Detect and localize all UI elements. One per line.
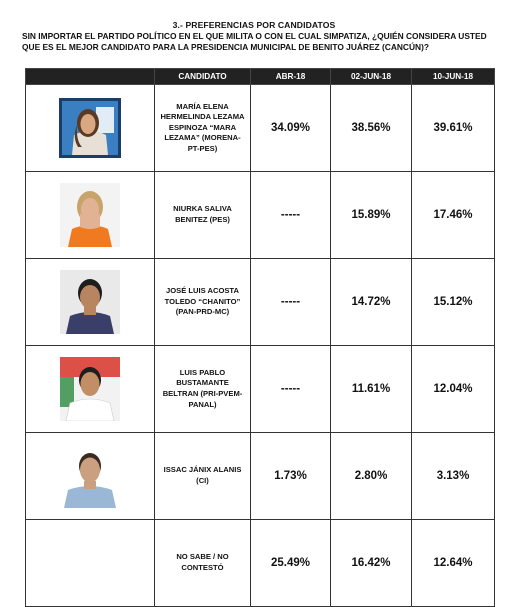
header-abr-18: ABR-18 (251, 69, 331, 85)
value-02-jun-18: 11.61% (331, 346, 412, 433)
photo-cell (26, 346, 155, 433)
header-photo (26, 69, 155, 85)
candidates-table (25, 68, 495, 607)
value-02-jun-18: 2.80% (331, 433, 412, 520)
value-02-jun-18: 14.72% (331, 259, 412, 346)
section-heading: 3.- PREFERENCIAS POR CANDIDATOS (172, 20, 336, 30)
photo-cell (26, 85, 155, 172)
value-10-jun-18: 12.04% (412, 346, 495, 433)
value-02-jun-18: 38.56% (331, 85, 412, 172)
candidate-name: NO SABE / NO CONTESTÓ (155, 520, 251, 607)
candidate-name: LUIS PABLO BUSTAMANTE BELTRAN (PRI-PVEM-PANAL) (155, 346, 251, 433)
man-portrait-photo (60, 270, 120, 334)
photo-cell (26, 433, 155, 520)
value-abr-18: 1.73% (251, 433, 331, 520)
value-10-jun-18: 15.12% (412, 259, 495, 346)
header-candidate: CANDIDATO (155, 69, 251, 85)
header-02-jun-18: 02-JUN-18 (331, 69, 412, 85)
value-abr-18: 34.09% (251, 85, 331, 172)
value-abr-18: ----- (251, 346, 331, 433)
question-line-1: SIN IMPORTAR EL PARTIDO POLÍTICO EN EL QUE MILITA O CON EL CUAL SIMPATIZA, ¿QUIÉN CONSIDERA USTED (22, 31, 487, 41)
woman-portrait-photo (59, 98, 121, 158)
candidate-name: JOSÉ LUIS ACOSTA TOLEDO “CHANITO” (PAN-PRD-MC) (155, 259, 251, 346)
woman-portrait-photo (60, 183, 120, 247)
candidate-name: NIURKA SALIVA BENITEZ (PES) (155, 172, 251, 259)
header-10-jun-18: 10-JUN-18 (412, 69, 495, 85)
candidate-name: ISSAC JÁNIX ALANIS (CI) (155, 433, 251, 520)
candidate-name: MARÍA ELENA HERMELINDA LEZAMA ESPINOZA “MARA LEZAMA” (MORENA-PT-PES) (155, 85, 251, 172)
value-10-jun-18: 17.46% (412, 172, 495, 259)
value-abr-18: 25.49% (251, 520, 331, 607)
value-10-jun-18: 12.64% (412, 520, 495, 607)
table-header-row (26, 69, 495, 85)
value-02-jun-18: 15.89% (331, 172, 412, 259)
man-portrait-photo (60, 357, 120, 421)
value-02-jun-18: 16.42% (331, 520, 412, 607)
photo-cell (26, 172, 155, 259)
question-line-2: QUE ES EL MEJOR CANDIDATO PARA LA PRESIDENCIA MUNICIPAL DE BENITO JUÁREZ (CANCÚN)? (22, 42, 429, 53)
table-row (26, 433, 495, 520)
table-row (26, 259, 495, 346)
table-row (26, 85, 495, 172)
table-row (26, 346, 495, 433)
value-abr-18: ----- (251, 259, 331, 346)
survey-question (22, 31, 502, 54)
table-row (26, 172, 495, 259)
value-10-jun-18: 39.61% (412, 85, 495, 172)
table-row (26, 520, 495, 607)
photo-cell-empty (26, 520, 155, 607)
value-10-jun-18: 3.13% (412, 433, 495, 520)
man-portrait-photo (60, 444, 120, 508)
value-abr-18: ----- (251, 172, 331, 259)
photo-cell (26, 259, 155, 346)
